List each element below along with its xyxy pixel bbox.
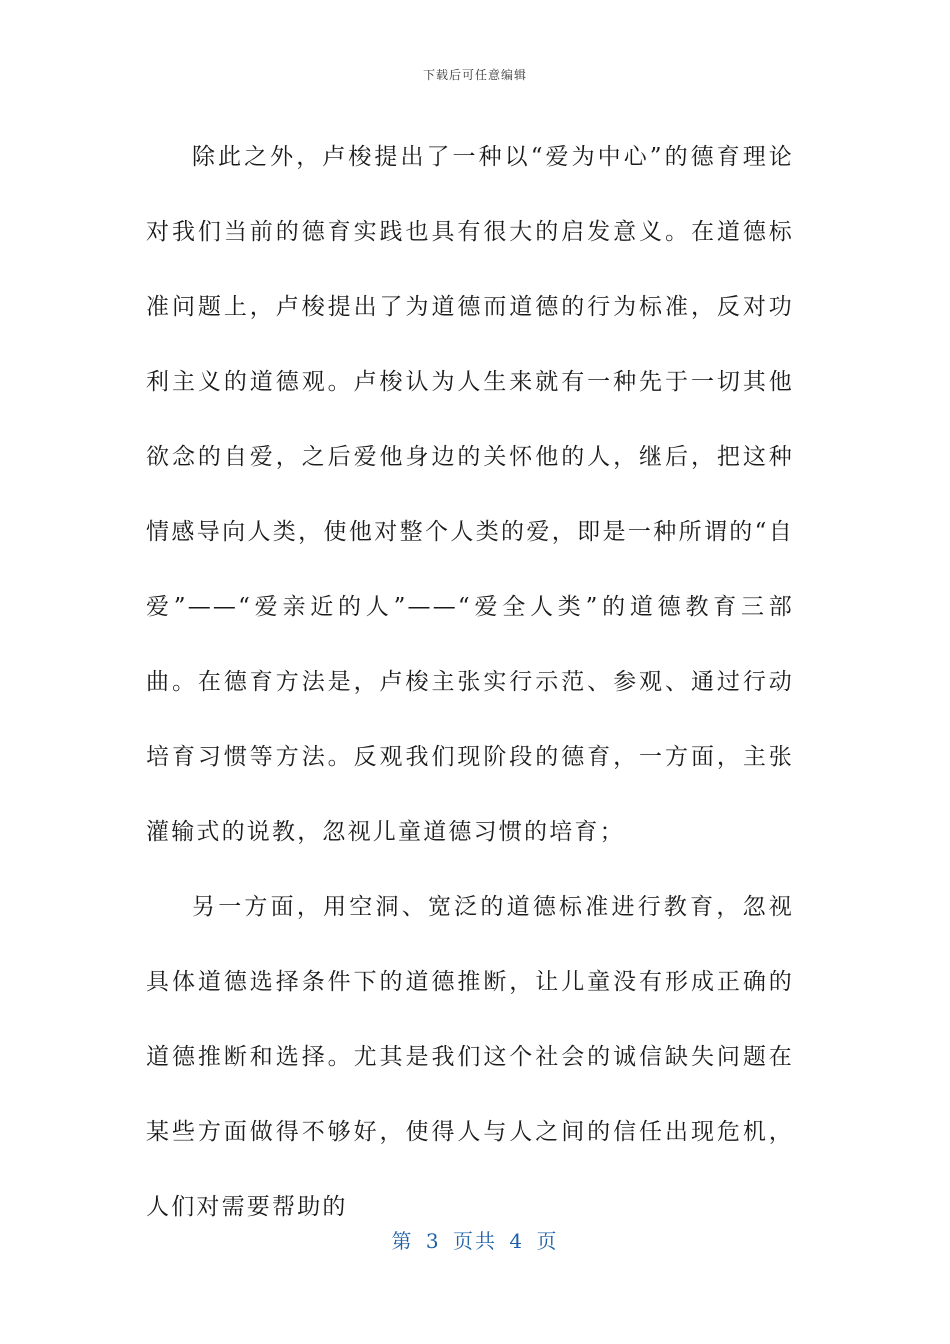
- footer-middle: 页共: [453, 1229, 497, 1253]
- paragraph-1: 除此之外，卢梭提出了一种以“爱为中心”的德育理论对我们当前的德育实践也具有很大的启发意义。在道德标准问题上，卢梭提出了为道德而道德的行为标准，反对功利主义的道德观。卢梭认为人生来就有一种先于一切其他欲念的自爱，之后爱他身边的关怀他的人，继后，把这种情感导向人类，使他对整个人类的爱，即是一种所谓的“自爱”——“爱亲近的人”——“爱全人类”的道德教育三部曲。在德育方法是，卢梭主张实行示范、参观、通过行动培育习惯等方法。反观我们现阶段的德育，一方面，主张灌输式的说教，忽视儿童道德习惯的培育；: [146, 144, 794, 845]
- footer-prefix: 第: [391, 1229, 414, 1253]
- footer-total-pages: 4: [509, 1229, 525, 1253]
- footer-suffix: 页: [536, 1229, 559, 1253]
- footer-current-page: 3: [425, 1229, 441, 1253]
- paragraph-2: 另一方面，用空洞、宽泛的道德标准进行教育，忽视具体道德选择条件下的道德推断，让儿童没有形成正确的道德推断和选择。尤其是我们这个社会的诚信缺失问题在某些方面做得不够好，使得人与人之间的信任出现危机，人们对需要帮助的: [146, 894, 794, 1220]
- document-body: [146, 120, 794, 1245]
- page-header: 下载后可任意编辑: [422, 68, 527, 82]
- page-footer: [0, 1225, 950, 1254]
